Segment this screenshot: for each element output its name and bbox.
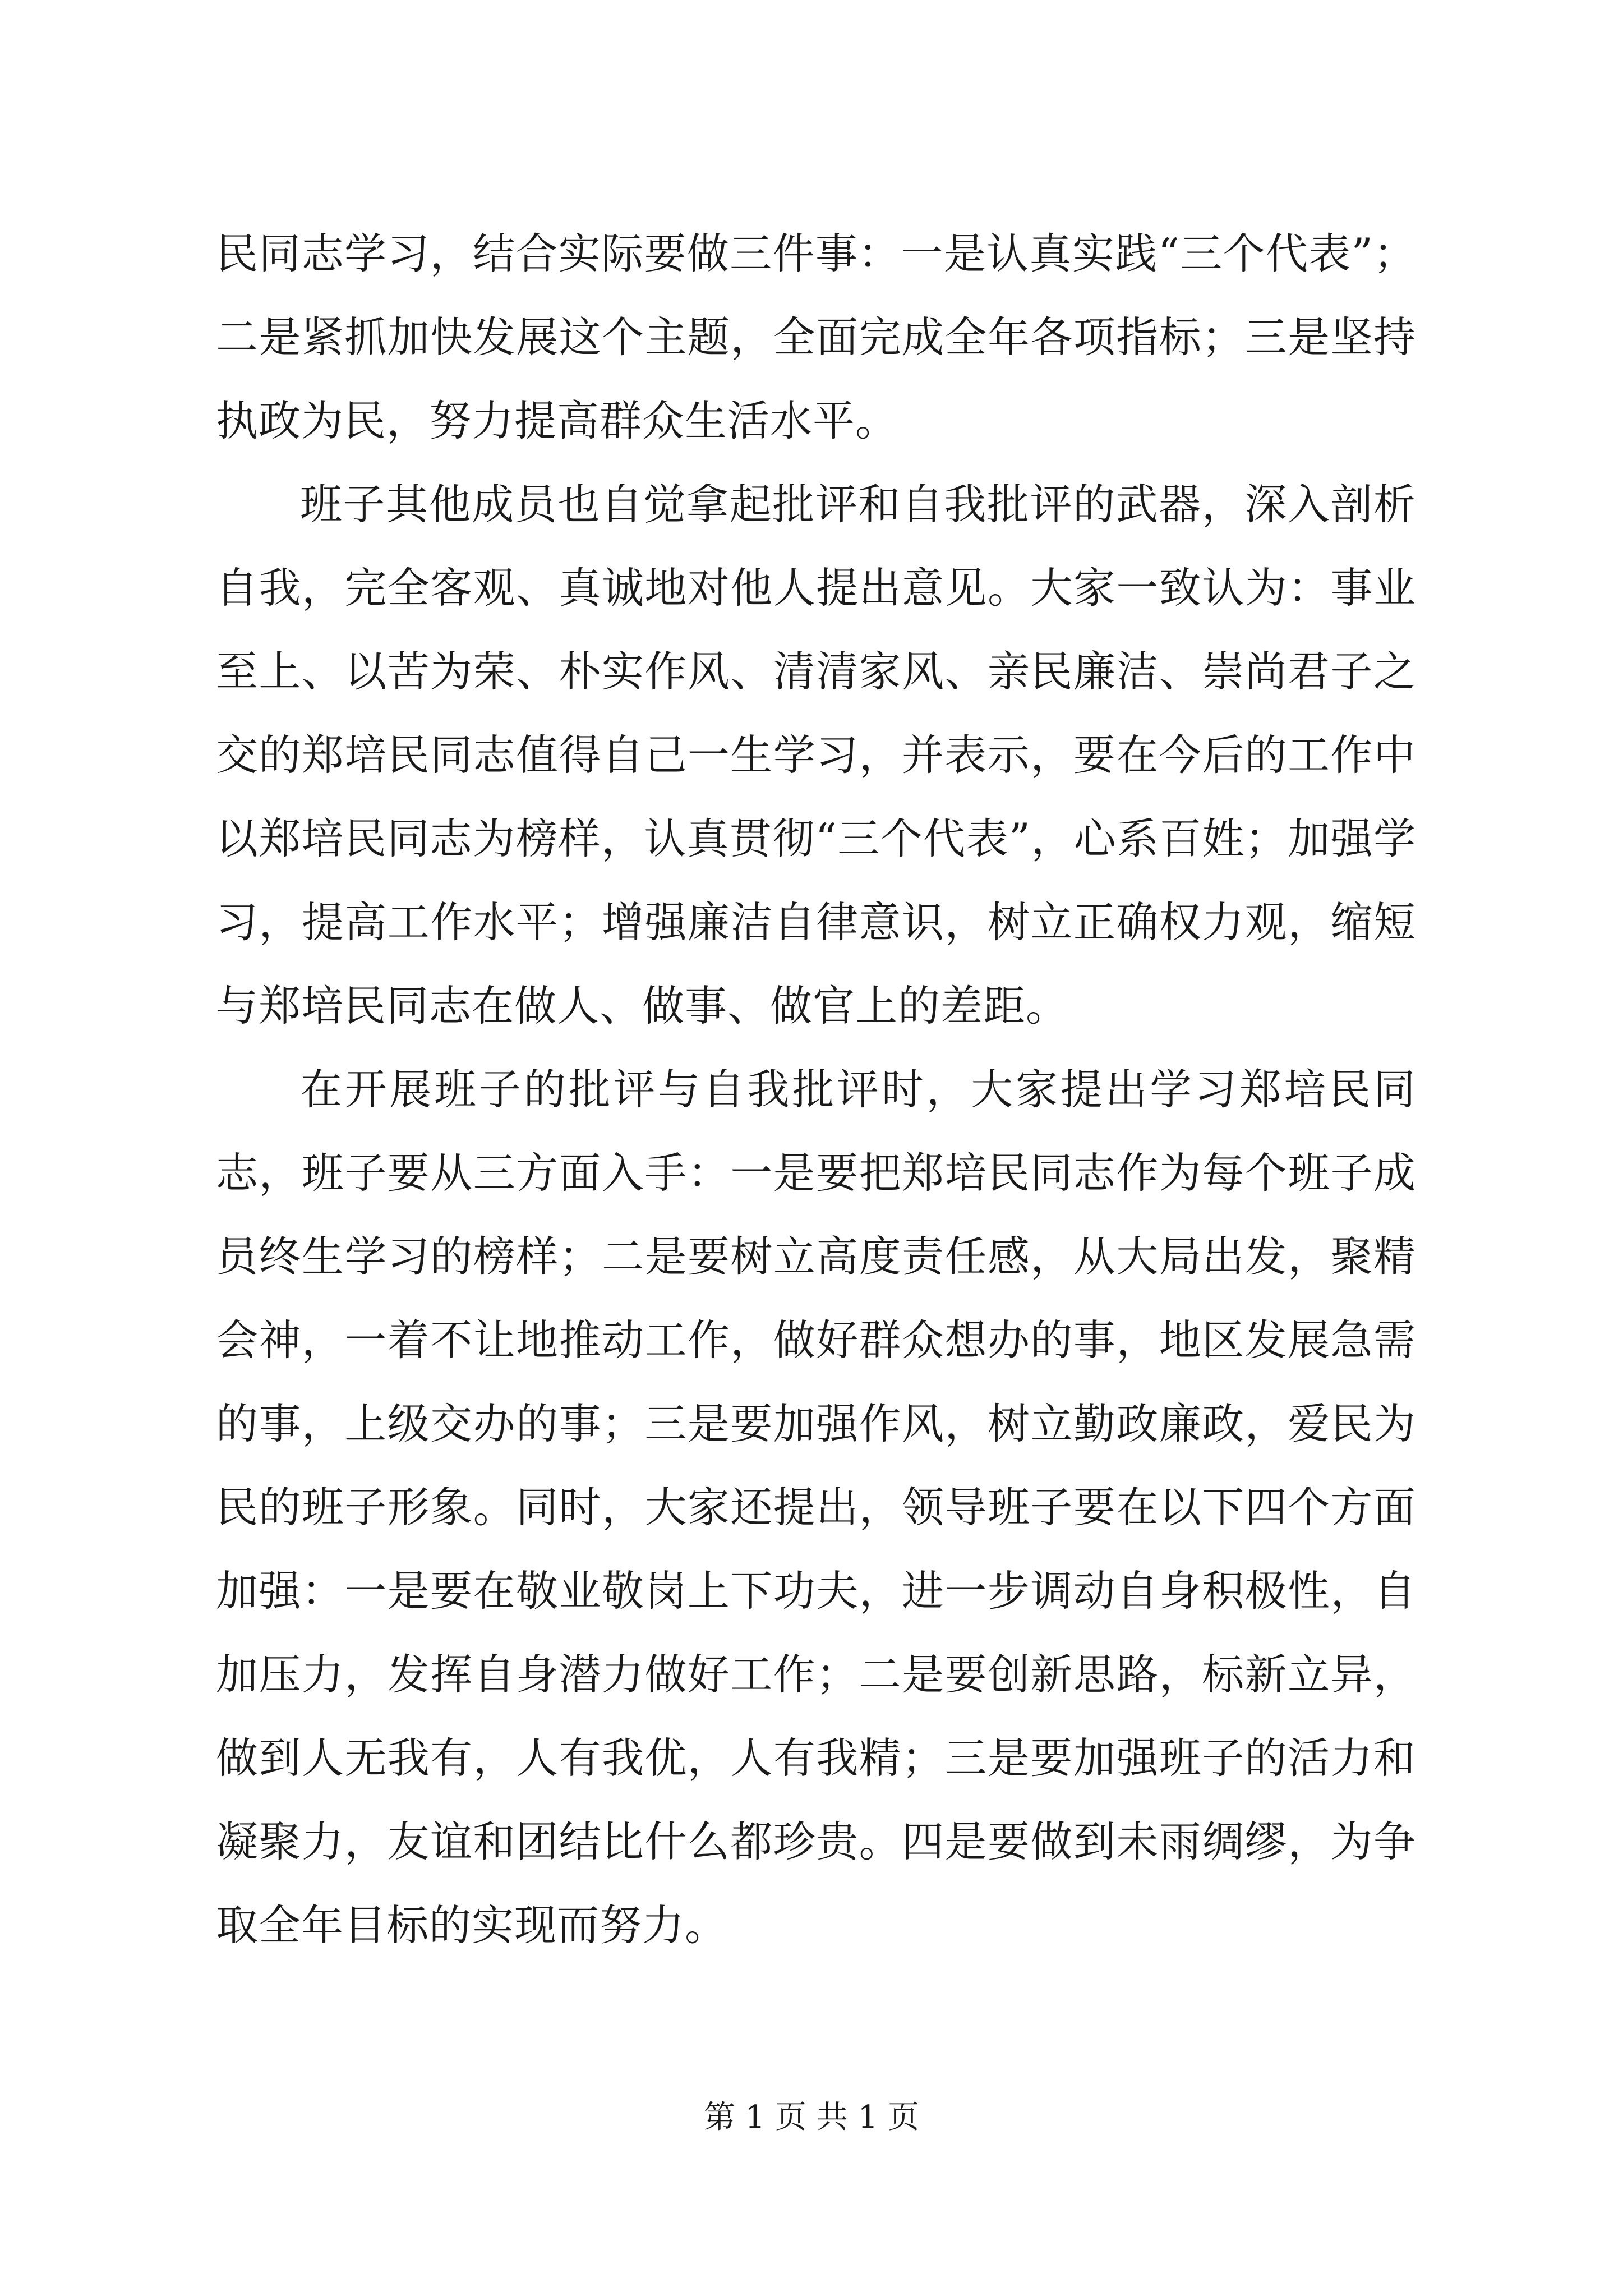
page-number-label: 第 1 页 共 1 页 bbox=[703, 2099, 920, 2136]
paragraph-3: 在开展班子的批评与自我批评时，大家提出学习郑培民同志，班子要从三方面入手：一是要把郑培民同志作为每个班子成员终生学习的榜样；二是要树立高度责任感，从大局出发，聚精会神，一着不让地推动工作，做好群众想办的事，地区发展急需的事，上级交办的事；三是要加强作风，树立勤政廉政，爱民为民的班子形象。同时，大家还提出，领导班子要在以下四个方面加强：一是要在敬业敬岗上下功夫，进一步调动自身积极性，自加压力，发挥自身潜力做好工作；二是要创新思路，标新立异，做到人无我有，人有我优，人有我精；三是要加强班子的活力和凝聚力，友谊和团结比什么都珍贵。四是要做到未雨绸缪，为争取全年目标的实现而努力。 bbox=[216, 1065, 1416, 1950]
document-body bbox=[216, 212, 1416, 1967]
page-footer bbox=[0, 2095, 1623, 2140]
paragraph-1: 民同志学习，结合实际要做三件事：一是认真实践“三个代表”；二是紧抓加快发展这个主题，全面完成全年各项指标；三是坚持执政为民，努力提高群众生活水平。 bbox=[216, 229, 1416, 445]
paragraph-2: 班子其他成员也自觉拿起批评和自我批评的武器，深入剖析自我，完全客观、真诚地对他人提出意见。大家一致认为：事业至上、以苦为荣、朴实作风、清清家风、亲民廉洁、崇尚君子之交的郑培民同志值得自己一生学习，并表示，要在今后的工作中以郑培民同志为榜样，认真贯彻“三个代表”，心系百姓；加强学习，提高工作水平；增强廉洁自律意识，树立正确权力观，缩短与郑培民同志在做人、做事、做官上的差距。 bbox=[216, 480, 1416, 1030]
